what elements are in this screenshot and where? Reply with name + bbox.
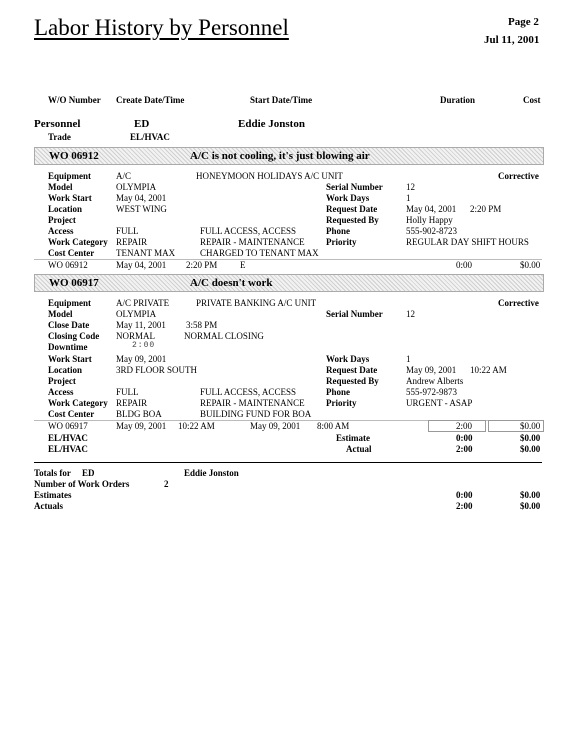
priority-value: REGULAR DAY SHIFT HOURS bbox=[406, 237, 529, 247]
work-order-count: 2 bbox=[164, 479, 169, 489]
labor-line-cost: $0.00 bbox=[520, 421, 541, 431]
serial-label: Serial Number bbox=[326, 309, 383, 319]
actuals-duration: 2:00 bbox=[456, 501, 473, 511]
work-order-description: A/C doesn't work bbox=[190, 277, 273, 289]
actual-trade: EL/HVAC bbox=[48, 444, 88, 454]
personnel-name: Eddie Jonston bbox=[238, 118, 305, 130]
work-order-header bbox=[34, 274, 544, 292]
work-category-value: REPAIR bbox=[116, 237, 148, 247]
equipment-description: HONEYMOON HOLIDAYS A/C UNIT bbox=[196, 171, 343, 181]
priority-label: Priority bbox=[326, 237, 357, 247]
totals-code: ED bbox=[82, 468, 95, 478]
work-start-value: May 04, 2001 bbox=[116, 193, 167, 203]
report-date: Jul 11, 2001 bbox=[484, 34, 540, 46]
project-label: Project bbox=[48, 376, 76, 386]
work-category-label: Work Category bbox=[48, 398, 108, 408]
model-label: Model bbox=[48, 309, 73, 319]
work-order-description: A/C is not cooling, it's just blowing air bbox=[190, 150, 370, 162]
requested-by-value: Andrew Alberts bbox=[406, 376, 464, 386]
work-days-value: 1 bbox=[406, 354, 411, 364]
equipment-label: Equipment bbox=[48, 298, 92, 308]
col-start-date: Start Date/Time bbox=[250, 95, 313, 105]
estimates-cost: $0.00 bbox=[520, 490, 541, 500]
col-cost: Cost bbox=[523, 95, 541, 105]
work-category-description: REPAIR - MAINTENANCE bbox=[200, 237, 305, 247]
labor-line-cost: $0.00 bbox=[520, 260, 541, 270]
work-category-label: Work Category bbox=[48, 237, 108, 247]
closing-code-label: Closing Code bbox=[48, 331, 100, 341]
actuals-label: Actuals bbox=[34, 501, 63, 511]
request-date-value: May 09, 2001 bbox=[406, 365, 457, 375]
cost-center-value: BLDG BOA bbox=[116, 409, 162, 419]
estimate-trade: EL/HVAC bbox=[48, 433, 88, 443]
equipment-value: A/C bbox=[116, 171, 132, 181]
work-days-label: Work Days bbox=[326, 354, 370, 364]
work-category-description: REPAIR - MAINTENANCE bbox=[200, 398, 305, 408]
downtime-label: Downtime bbox=[48, 342, 88, 352]
totals-divider bbox=[34, 462, 542, 463]
work-order-number: WO 06912 bbox=[49, 150, 99, 162]
priority-value: URGENT - ASAP bbox=[406, 398, 473, 408]
report-title: Labor History by Personnel bbox=[34, 15, 289, 40]
totals-name: Eddie Jonston bbox=[184, 468, 239, 478]
work-order-header bbox=[34, 147, 544, 165]
actual-duration: 2:00 bbox=[456, 444, 473, 454]
cost-center-value: TENANT MAX bbox=[116, 248, 176, 258]
serial-label: Serial Number bbox=[326, 182, 383, 192]
col-duration: Duration bbox=[440, 95, 476, 105]
labor-line-start-date: May 09, 2001 bbox=[250, 421, 301, 431]
totals-label: Totals for bbox=[34, 468, 71, 478]
access-value: FULL bbox=[116, 387, 139, 397]
project-label: Project bbox=[48, 215, 76, 225]
labor-line-time: 10:22 AM bbox=[178, 421, 215, 431]
cost-center-description: CHARGED TO TENANT MAX bbox=[200, 248, 319, 258]
phone-label: Phone bbox=[326, 226, 351, 236]
requested-by-label: Requested By bbox=[326, 215, 379, 225]
model-label: Model bbox=[48, 182, 73, 192]
work-start-label: Work Start bbox=[48, 354, 92, 364]
labor-line-duration: 2:00 bbox=[456, 421, 473, 431]
col-create-date: Create Date/Time bbox=[116, 95, 185, 105]
estimate-duration: 0:00 bbox=[456, 433, 473, 443]
cost-center-label: Cost Center bbox=[48, 248, 95, 258]
labor-line-wo: WO 06917 bbox=[48, 421, 88, 431]
downtime-value: 2:00 bbox=[132, 341, 156, 350]
close-time-value: 3:58 PM bbox=[186, 320, 218, 330]
close-date-value: May 11, 2001 bbox=[116, 320, 166, 330]
access-description: FULL ACCESS, ACCESS bbox=[200, 387, 296, 397]
actual-label: Actual bbox=[346, 444, 372, 454]
request-time-value: 2:20 PM bbox=[470, 204, 502, 214]
estimate-cost: $0.00 bbox=[520, 433, 541, 443]
request-date-label: Request Date bbox=[326, 204, 378, 214]
trade-label: Trade bbox=[48, 132, 71, 142]
actuals-cost: $0.00 bbox=[520, 501, 541, 511]
serial-value: 12 bbox=[406, 182, 415, 192]
model-value: OLYMPIA bbox=[116, 309, 157, 319]
access-label: Access bbox=[48, 387, 74, 397]
work-days-value: 1 bbox=[406, 193, 411, 203]
access-value: FULL bbox=[116, 226, 139, 236]
access-description: FULL ACCESS, ACCESS bbox=[200, 226, 296, 236]
work-days-label: Work Days bbox=[326, 193, 370, 203]
request-time-value: 10:22 AM bbox=[470, 365, 507, 375]
actual-cost: $0.00 bbox=[520, 444, 541, 454]
closing-code-value: NORMAL bbox=[116, 331, 156, 341]
col-wo-number: W/O Number bbox=[48, 95, 101, 105]
serial-value: 12 bbox=[406, 309, 415, 319]
close-date-label: Close Date bbox=[48, 320, 90, 330]
closing-code-description: NORMAL CLOSING bbox=[184, 331, 264, 341]
labor-line-start-time: 8:00 AM bbox=[317, 421, 350, 431]
estimate-label: Estimate bbox=[336, 433, 370, 443]
equipment-label: Equipment bbox=[48, 171, 92, 181]
personnel-label: Personnel bbox=[34, 118, 81, 130]
phone-value: 555-972-9873 bbox=[406, 387, 457, 397]
equipment-description: PRIVATE BANKING A/C UNIT bbox=[196, 298, 317, 308]
work-category-value: REPAIR bbox=[116, 398, 148, 408]
model-value: OLYMPIA bbox=[116, 182, 157, 192]
estimates-duration: 0:00 bbox=[456, 490, 473, 500]
labor-line-code: E bbox=[240, 260, 246, 270]
labor-line-wo: WO 06912 bbox=[48, 260, 88, 270]
location-value: WEST WING bbox=[116, 204, 167, 214]
phone-value: 555-902-8723 bbox=[406, 226, 457, 236]
phone-label: Phone bbox=[326, 387, 351, 397]
location-value: 3RD FLOOR SOUTH bbox=[116, 365, 198, 375]
labor-line-duration: 0:00 bbox=[456, 260, 473, 270]
request-date-value: May 04, 2001 bbox=[406, 204, 457, 214]
labor-line-time: 2:20 PM bbox=[186, 260, 218, 270]
requested-by-value: Holly Happy bbox=[406, 215, 453, 225]
location-label: Location bbox=[48, 204, 83, 214]
work-order-count-label: Number of Work Orders bbox=[34, 479, 130, 489]
cost-center-description: BUILDING FUND FOR BOA bbox=[200, 409, 312, 419]
labor-line-date: May 09, 2001 bbox=[116, 421, 167, 431]
equipment-value: A/C PRIVATE bbox=[116, 298, 170, 308]
estimates-label: Estimates bbox=[34, 490, 72, 500]
work-order-type: Corrective bbox=[498, 298, 539, 308]
page-number: Page 2 bbox=[508, 16, 539, 28]
work-start-label: Work Start bbox=[48, 193, 92, 203]
trade-value: EL/HVAC bbox=[130, 132, 170, 142]
cost-center-label: Cost Center bbox=[48, 409, 95, 419]
access-label: Access bbox=[48, 226, 74, 236]
work-order-type: Corrective bbox=[498, 171, 539, 181]
personnel-code: ED bbox=[134, 118, 150, 130]
location-label: Location bbox=[48, 365, 83, 375]
priority-label: Priority bbox=[326, 398, 357, 408]
labor-line-date: May 04, 2001 bbox=[116, 260, 167, 270]
requested-by-label: Requested By bbox=[326, 376, 379, 386]
request-date-label: Request Date bbox=[326, 365, 378, 375]
work-order-number: WO 06917 bbox=[49, 277, 99, 289]
work-start-value: May 09, 2001 bbox=[116, 354, 167, 364]
